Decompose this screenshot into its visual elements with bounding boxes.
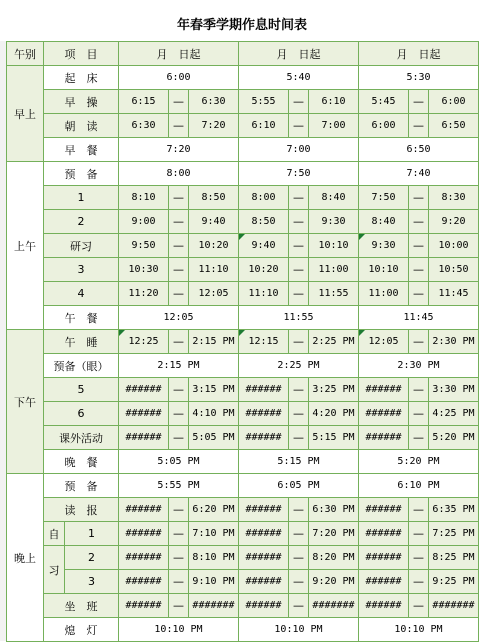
start-time-cell: 10:20 — [239, 258, 289, 282]
dash-cell: — — [409, 90, 429, 114]
schedule-row — [7, 402, 479, 426]
dash-cell: — — [409, 186, 429, 210]
schedule-row — [7, 618, 479, 642]
item-label: 6 — [44, 402, 119, 426]
item-label: 早 餐 — [44, 138, 119, 162]
dash-cell: — — [409, 426, 429, 450]
end-time-cell: 9:30 — [309, 210, 359, 234]
item-label: 读 报 — [44, 498, 119, 522]
schedule-row — [7, 450, 479, 474]
end-time-cell: 6:30 — [189, 90, 239, 114]
end-time-cell: ####### — [309, 594, 359, 618]
item-label: 预 备 — [44, 474, 119, 498]
item-label: 2 — [44, 210, 119, 234]
end-time-cell: 8:20 PM — [309, 546, 359, 570]
end-time-cell: 10:00 — [429, 234, 479, 258]
dash-cell: — — [169, 402, 189, 426]
start-time-cell: ###### — [359, 402, 409, 426]
sheet-title: 年春季学期作息时间表 — [176, 17, 307, 33]
schedule-row — [7, 66, 479, 90]
schedule-row — [7, 258, 479, 282]
dash-cell: — — [169, 498, 189, 522]
start-time-cell: ###### — [239, 402, 289, 426]
dash-cell: — — [289, 570, 309, 594]
dash-cell: — — [289, 282, 309, 306]
start-time-cell: ###### — [359, 426, 409, 450]
item-label: 1 — [44, 186, 119, 210]
dash-cell: — — [169, 282, 189, 306]
time-cell: 10:10 PM — [239, 618, 359, 642]
dash-cell: — — [409, 282, 429, 306]
schedule-row — [7, 282, 479, 306]
end-time-cell: 2:30 PM — [429, 330, 479, 354]
dash-cell: — — [169, 114, 189, 138]
end-time-cell: 5:15 PM — [309, 426, 359, 450]
dash-cell: — — [169, 234, 189, 258]
dash-cell: — — [409, 210, 429, 234]
schedule-row — [7, 90, 479, 114]
time-cell: 5:30 — [359, 66, 479, 90]
end-time-cell: 9:20 PM — [309, 570, 359, 594]
time-cell: 11:45 — [359, 306, 479, 330]
schedule-row — [7, 186, 479, 210]
time-cell: 6:10 PM — [359, 474, 479, 498]
time-cell: 7:20 — [119, 138, 239, 162]
dash-cell: — — [169, 522, 189, 546]
dash-cell: — — [169, 426, 189, 450]
start-time-cell: 7:50 — [359, 186, 409, 210]
dash-cell: — — [289, 594, 309, 618]
header-date-group: 月 日起 — [119, 42, 239, 66]
start-time-cell: ###### — [359, 594, 409, 618]
dash-cell: — — [289, 258, 309, 282]
item-label: 预 备 — [44, 162, 119, 186]
end-time-cell: 11:55 — [309, 282, 359, 306]
time-cell: 7:40 — [359, 162, 479, 186]
time-cell: 2:30 PM — [359, 354, 479, 378]
dash-cell: — — [409, 402, 429, 426]
start-time-cell: 11:10 — [239, 282, 289, 306]
dash-cell: — — [289, 234, 309, 258]
start-time-cell: ###### — [239, 498, 289, 522]
start-time-cell: 8:00 — [239, 186, 289, 210]
header-item: 项 目 — [44, 42, 119, 66]
dash-cell: — — [169, 90, 189, 114]
end-time-cell: 8:50 — [189, 186, 239, 210]
time-cell: 6:50 — [359, 138, 479, 162]
item-label: 午 餐 — [44, 306, 119, 330]
dash-cell: — — [409, 258, 429, 282]
end-time-cell: 9:20 — [429, 210, 479, 234]
schedule-row — [7, 330, 479, 354]
period-label: 早上 — [7, 66, 44, 162]
end-time-cell: 6:35 PM — [429, 498, 479, 522]
start-time-cell: 9:40 — [239, 234, 289, 258]
end-time-cell: 7:20 PM — [309, 522, 359, 546]
item-label: 5 — [44, 378, 119, 402]
end-time-cell: 8:30 — [429, 186, 479, 210]
end-time-cell: 6:50 — [429, 114, 479, 138]
start-time-cell: ###### — [119, 546, 169, 570]
end-time-cell: 8:25 PM — [429, 546, 479, 570]
dash-cell: — — [169, 330, 189, 354]
start-time-cell: 9:30 — [359, 234, 409, 258]
start-time-cell: ###### — [359, 498, 409, 522]
start-time-cell: ###### — [359, 570, 409, 594]
item-label: 朝 读 — [44, 114, 119, 138]
start-time-cell: ###### — [119, 378, 169, 402]
start-time-cell: 6:30 — [119, 114, 169, 138]
dash-cell: — — [409, 234, 429, 258]
dash-cell: — — [169, 186, 189, 210]
end-time-cell: 3:25 PM — [309, 378, 359, 402]
start-time-cell: ###### — [239, 546, 289, 570]
dash-cell: — — [169, 546, 189, 570]
schedule-row — [7, 546, 479, 570]
start-time-cell: 11:00 — [359, 282, 409, 306]
end-time-cell: 5:20 PM — [429, 426, 479, 450]
dash-cell: — — [409, 546, 429, 570]
end-time-cell: 9:25 PM — [429, 570, 479, 594]
time-cell: 10:10 PM — [119, 618, 239, 642]
dash-cell: — — [289, 378, 309, 402]
dash-cell: — — [289, 426, 309, 450]
start-time-cell: 8:50 — [239, 210, 289, 234]
start-time-cell: 8:40 — [359, 210, 409, 234]
dash-cell: — — [289, 210, 309, 234]
end-time-cell: 7:10 PM — [189, 522, 239, 546]
start-time-cell: 12:05 — [359, 330, 409, 354]
dash-cell: — — [409, 522, 429, 546]
header-date-group: 月 日起 — [359, 42, 479, 66]
start-time-cell: 11:20 — [119, 282, 169, 306]
time-cell: 12:05 — [119, 306, 239, 330]
start-time-cell: ###### — [119, 594, 169, 618]
schedule-row — [7, 378, 479, 402]
start-time-cell: ###### — [119, 426, 169, 450]
end-time-cell: 5:05 PM — [189, 426, 239, 450]
end-time-cell: ####### — [429, 594, 479, 618]
end-time-cell: 6:00 — [429, 90, 479, 114]
end-time-cell: 6:30 PM — [309, 498, 359, 522]
dash-cell: — — [169, 378, 189, 402]
start-time-cell: 8:10 — [119, 186, 169, 210]
time-cell: 2:15 PM — [119, 354, 239, 378]
end-time-cell: 3:30 PM — [429, 378, 479, 402]
period-label: 晚上 — [7, 474, 44, 642]
schedule-row — [7, 354, 479, 378]
item-label: 晚 餐 — [44, 450, 119, 474]
item-label: 4 — [44, 282, 119, 306]
end-time-cell: 2:25 PM — [309, 330, 359, 354]
schedule-row — [7, 210, 479, 234]
start-time-cell: ###### — [239, 426, 289, 450]
period-label: 下午 — [7, 330, 44, 474]
start-time-cell: ###### — [239, 378, 289, 402]
dash-cell: — — [289, 90, 309, 114]
dash-cell: — — [409, 570, 429, 594]
time-cell: 11:55 — [239, 306, 359, 330]
time-cell: 2:25 PM — [239, 354, 359, 378]
end-time-cell: 4:25 PM — [429, 402, 479, 426]
end-time-cell: 10:10 — [309, 234, 359, 258]
item-label: 1 — [65, 522, 119, 546]
dash-cell: — — [289, 330, 309, 354]
schedule-row — [7, 498, 479, 522]
item-label: 起 床 — [44, 66, 119, 90]
start-time-cell: ###### — [359, 522, 409, 546]
dash-cell: — — [289, 114, 309, 138]
end-time-cell: 9:40 — [189, 210, 239, 234]
dash-cell: — — [289, 546, 309, 570]
item-label: 2 — [65, 546, 119, 570]
dash-cell: — — [169, 594, 189, 618]
schedule-row — [7, 162, 479, 186]
header-date-group: 月 日起 — [239, 42, 359, 66]
schedule-row — [7, 306, 479, 330]
start-time-cell: 10:30 — [119, 258, 169, 282]
schedule-row — [7, 234, 479, 258]
schedule-row — [7, 474, 479, 498]
start-time-cell: 6:10 — [239, 114, 289, 138]
start-time-cell: 5:45 — [359, 90, 409, 114]
dash-cell: — — [289, 522, 309, 546]
item-label: 3 — [65, 570, 119, 594]
schedule-row — [7, 138, 479, 162]
end-time-cell: 9:10 PM — [189, 570, 239, 594]
item-label: 课外活动 — [44, 426, 119, 450]
schedule-row — [7, 426, 479, 450]
self-study-label: 自 — [44, 522, 65, 546]
start-time-cell: 12:25 — [119, 330, 169, 354]
start-time-cell: 9:50 — [119, 234, 169, 258]
item-label: 预备（眼） — [44, 354, 119, 378]
dash-cell: — — [169, 210, 189, 234]
dash-cell: — — [409, 378, 429, 402]
period-label: 上午 — [7, 162, 44, 330]
end-time-cell: 12:05 — [189, 282, 239, 306]
schedule-row — [7, 114, 479, 138]
schedule-row — [7, 570, 479, 594]
end-time-cell: 11:10 — [189, 258, 239, 282]
start-time-cell: ###### — [119, 522, 169, 546]
end-time-cell: 8:10 PM — [189, 546, 239, 570]
dash-cell: — — [289, 498, 309, 522]
end-time-cell: 6:20 PM — [189, 498, 239, 522]
time-cell: 7:00 — [239, 138, 359, 162]
time-cell: 5:15 PM — [239, 450, 359, 474]
end-time-cell: 6:10 — [309, 90, 359, 114]
time-cell: 7:50 — [239, 162, 359, 186]
dash-cell: — — [409, 594, 429, 618]
item-label: 早 操 — [44, 90, 119, 114]
item-label: 3 — [44, 258, 119, 282]
start-time-cell: ###### — [359, 378, 409, 402]
schedule-row — [7, 594, 479, 618]
start-time-cell: ###### — [359, 546, 409, 570]
dash-cell: — — [409, 114, 429, 138]
time-cell: 5:40 — [239, 66, 359, 90]
item-label: 午 睡 — [44, 330, 119, 354]
start-time-cell: 9:00 — [119, 210, 169, 234]
start-time-cell: ###### — [119, 570, 169, 594]
header-row — [7, 42, 479, 66]
start-time-cell: ###### — [239, 522, 289, 546]
start-time-cell: ###### — [239, 594, 289, 618]
header-period: 午别 — [7, 42, 44, 66]
schedule-table — [6, 41, 479, 642]
dash-cell: — — [169, 570, 189, 594]
item-label: 研习 — [44, 234, 119, 258]
start-time-cell: 12:15 — [239, 330, 289, 354]
dash-cell: — — [409, 330, 429, 354]
end-time-cell: 11:45 — [429, 282, 479, 306]
end-time-cell: 10:20 — [189, 234, 239, 258]
end-time-cell: 7:20 — [189, 114, 239, 138]
self-study-label: 习 — [44, 546, 65, 594]
time-cell: 5:55 PM — [119, 474, 239, 498]
end-time-cell: 3:15 PM — [189, 378, 239, 402]
end-time-cell: 4:10 PM — [189, 402, 239, 426]
time-cell: 10:10 PM — [359, 618, 479, 642]
start-time-cell: ###### — [239, 570, 289, 594]
dash-cell: — — [289, 186, 309, 210]
time-cell: 8:00 — [119, 162, 239, 186]
end-time-cell: ####### — [189, 594, 239, 618]
end-time-cell: 4:20 PM — [309, 402, 359, 426]
end-time-cell: 10:50 — [429, 258, 479, 282]
dash-cell: — — [409, 498, 429, 522]
time-cell: 6:05 PM — [239, 474, 359, 498]
end-time-cell: 7:25 PM — [429, 522, 479, 546]
start-time-cell: 6:15 — [119, 90, 169, 114]
item-label: 坐 班 — [44, 594, 119, 618]
time-cell: 6:00 — [119, 66, 239, 90]
time-cell: 5:05 PM — [119, 450, 239, 474]
item-label: 熄 灯 — [44, 618, 119, 642]
end-time-cell: 7:00 — [309, 114, 359, 138]
dash-cell: — — [289, 402, 309, 426]
start-time-cell: 10:10 — [359, 258, 409, 282]
time-cell: 5:20 PM — [359, 450, 479, 474]
start-time-cell: ###### — [119, 402, 169, 426]
end-time-cell: 11:00 — [309, 258, 359, 282]
start-time-cell: 6:00 — [359, 114, 409, 138]
schedule-row — [7, 522, 479, 546]
start-time-cell: 5:55 — [239, 90, 289, 114]
dash-cell: — — [169, 258, 189, 282]
start-time-cell: ###### — [119, 498, 169, 522]
end-time-cell: 2:15 PM — [189, 330, 239, 354]
end-time-cell: 8:40 — [309, 186, 359, 210]
